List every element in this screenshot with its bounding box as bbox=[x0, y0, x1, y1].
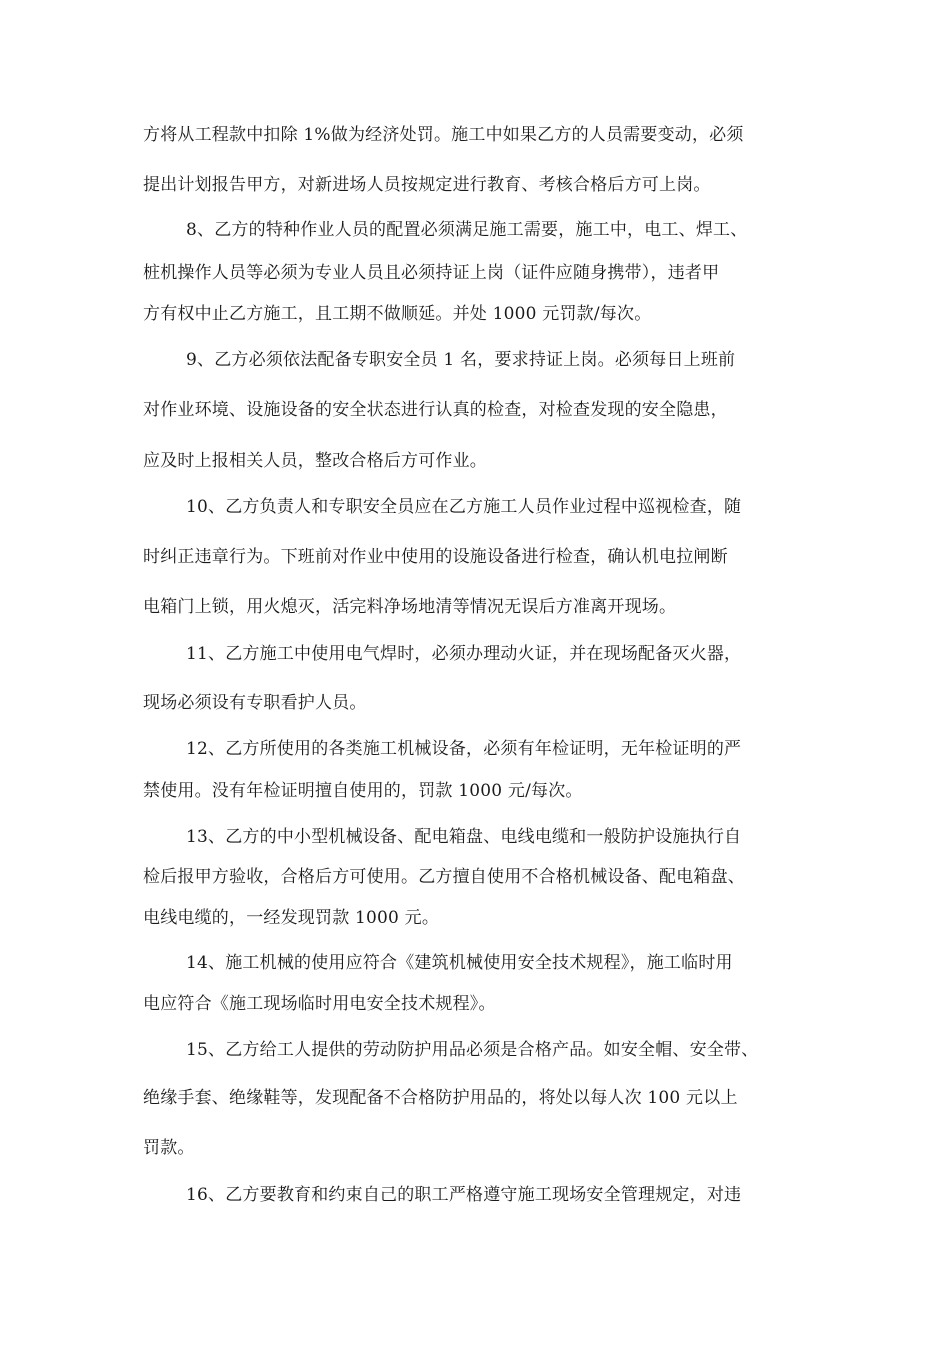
text-line: 检后报甲方验收，合格后方可使用。乙方擅自使用不合格机械设备、配电箱盘、 bbox=[143, 867, 745, 887]
text-line: 12、乙方所使用的各类施工机械设备，必须有年检证明，无年检证明的严 bbox=[186, 739, 742, 759]
text-line: 桩机操作人员等必须为专业人员且必须持证上岗（证件应随身携带），违者甲 bbox=[143, 263, 720, 283]
text-line: 9、乙方必须依法配备专职安全员 1 名，要求持证上岗。必须每日上班前 bbox=[186, 350, 736, 370]
text-line: 电线电缆的，一经发现罚款 1000 元。 bbox=[143, 908, 440, 928]
text-line: 现场必须设有专职看护人员。 bbox=[143, 693, 367, 713]
text-line: 绝缘手套、绝缘鞋等，发现配备不合格防护用品的，将处以每人次 100 元以上 bbox=[143, 1088, 738, 1108]
text-line: 13、乙方的中小型机械设备、配电箱盘、电线电缆和一般防护设施执行自 bbox=[186, 827, 742, 847]
text-line: 对作业环境、设施设备的安全状态进行认真的检查，对检查发现的安全隐患， bbox=[143, 400, 728, 420]
text-line: 11、乙方施工中使用电气焊时，必须办理动火证，并在现场配备灭火器， bbox=[186, 644, 742, 664]
text-line: 8、乙方的特种作业人员的配置必须满足施工需要，施工中，电工、焊工、 bbox=[186, 220, 748, 240]
text-line: 电箱门上锁，用火熄灭，活完料净场地清等情况无误后方准离开现场。 bbox=[143, 597, 677, 617]
text-line: 应及时上报相关人员，整改合格后方可作业。 bbox=[143, 451, 487, 471]
text-line: 禁使用。没有年检证明擅自使用的，罚款 1000 元/每次。 bbox=[143, 781, 583, 801]
text-line: 10、乙方负责人和专职安全员应在乙方施工人员作业过程中巡视检查，随 bbox=[186, 497, 742, 517]
text-line: 时纠正违章行为。下班前对作业中使用的设施设备进行检查，确认机电拉闸断 bbox=[143, 547, 728, 567]
text-line: 方有权中止乙方施工，且工期不做顺延。并处 1000 元罚款/每次。 bbox=[143, 304, 652, 324]
text-line: 电应符合《施工现场临时用电安全技术规程》。 bbox=[143, 994, 496, 1014]
text-line: 方将从工程款中扣除 1%做为经济处罚。施工中如果乙方的人员需要变动，必须 bbox=[143, 125, 744, 145]
text-line: 提出计划报告甲方，对新进场人员按规定进行教育、考核合格后方可上岗。 bbox=[143, 175, 711, 195]
text-line: 14、施工机械的使用应符合《建筑机械使用安全技术规程》，施工临时用 bbox=[186, 953, 733, 973]
text-line: 15、乙方给工人提供的劳动防护用品必须是合格产品。如安全帽、安全带、 bbox=[186, 1040, 759, 1060]
text-line: 16、乙方要教育和约束自己的职工严格遵守施工现场安全管理规定，对违 bbox=[186, 1185, 742, 1205]
text-line: 罚款。 bbox=[143, 1138, 195, 1158]
